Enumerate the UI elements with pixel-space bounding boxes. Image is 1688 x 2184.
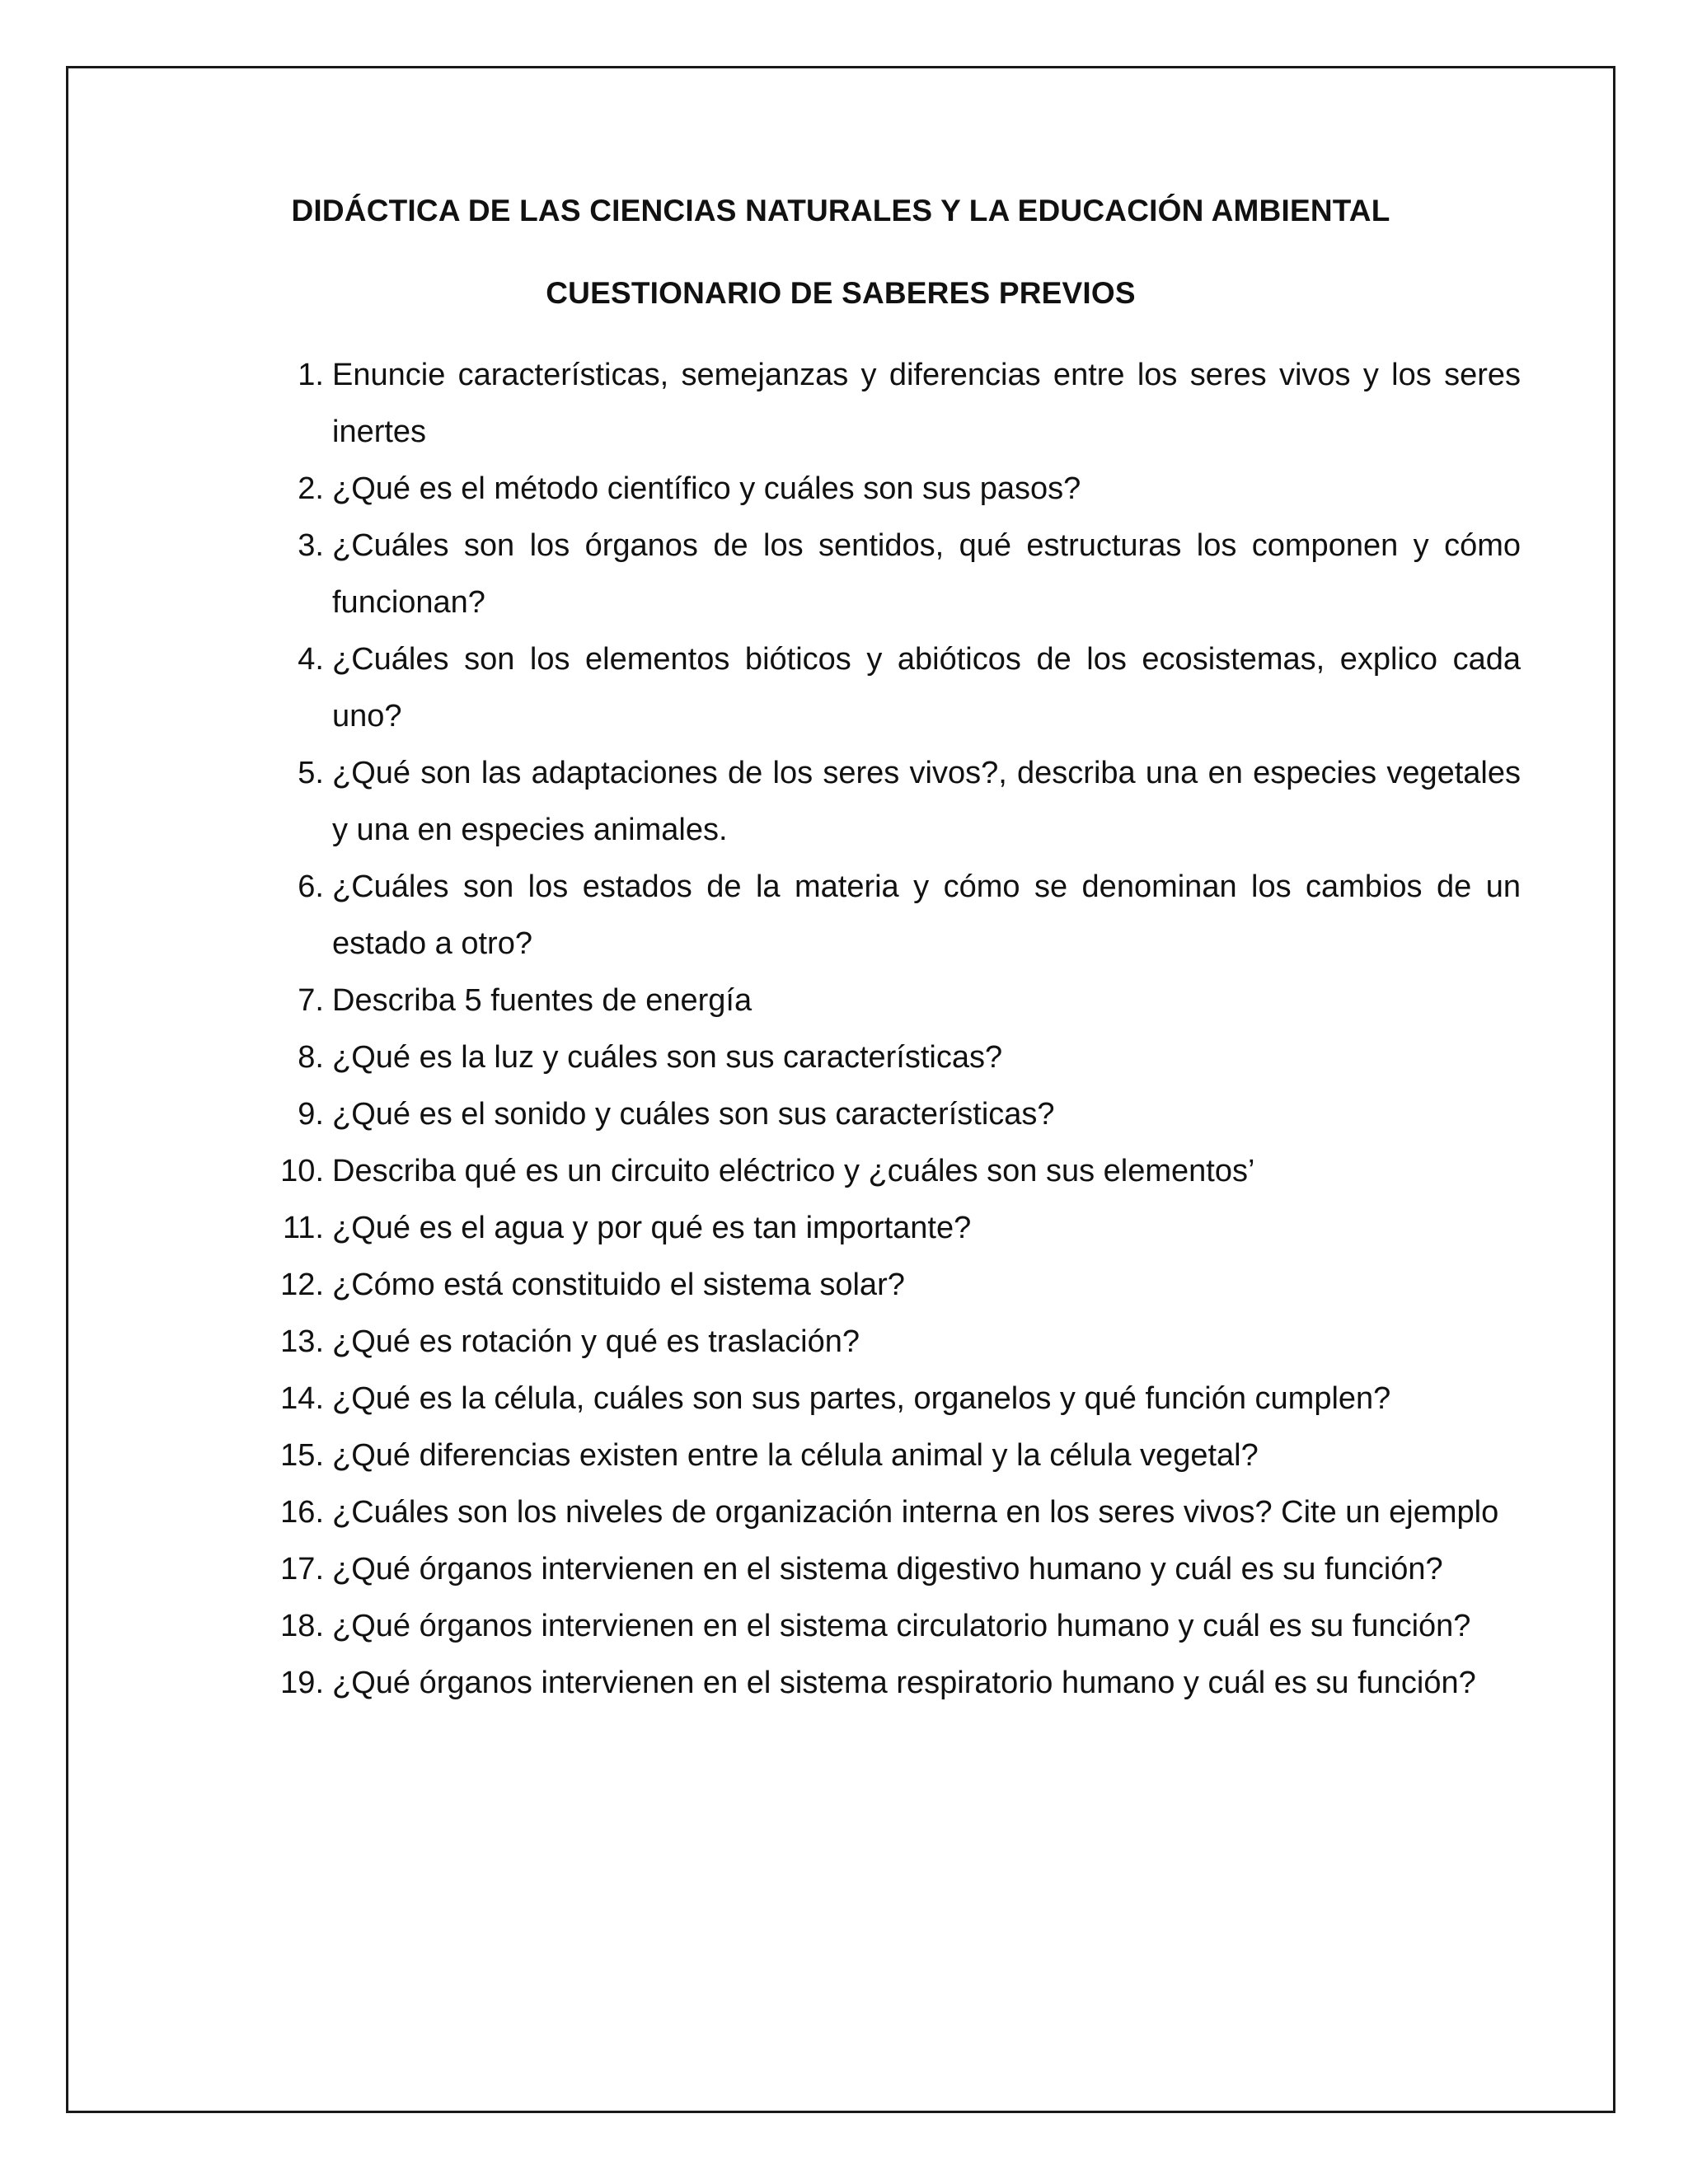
question-text: ¿Qué órganos intervienen en el sistema digestivo humano y cuál es su función? xyxy=(332,1552,1443,1586)
question-text: ¿Cuáles son los estados de la materia y cómo se denominan los cambios de un estado a otro? xyxy=(332,869,1521,961)
question-text: ¿Qué es rotación y qué es traslación? xyxy=(332,1324,860,1359)
question-text: ¿Qué órganos intervienen en el sistema respiratorio humano y cuál es su función? xyxy=(332,1666,1476,1700)
question-text: ¿Cuáles son los órganos de los sentidos, qué estructuras los componen y cómo funcionan? xyxy=(332,528,1521,620)
question-text: Describa 5 fuentes de energía xyxy=(332,983,753,1018)
question-item xyxy=(298,461,1521,518)
question-number: 5. xyxy=(298,756,324,790)
question-item xyxy=(280,1655,1521,1712)
question-number: 4. xyxy=(298,642,324,677)
question-number: 16. xyxy=(280,1495,324,1530)
question-text: ¿Qué diferencias existen entre la célula animal y la célula vegetal? xyxy=(332,1438,1259,1473)
question-text: ¿Cuáles son los elementos bióticos y abióticos de los ecosistemas, explico cada uno? xyxy=(332,642,1521,733)
question-text: ¿Qué órganos intervienen en el sistema circulatorio humano y cuál es su función? xyxy=(332,1609,1471,1643)
question-number: 9. xyxy=(298,1097,324,1132)
question-text: ¿Cuáles son los niveles de organización interna en los seres vivos? Cite un ejemplo xyxy=(332,1495,1499,1530)
question-number: 7. xyxy=(298,983,324,1018)
question-number: 17. xyxy=(280,1552,324,1586)
question-number: 13. xyxy=(280,1324,324,1359)
question-item xyxy=(298,518,1521,631)
question-text: ¿Qué es la célula, cuáles son sus partes, organelos y qué función cumplen? xyxy=(332,1381,1391,1416)
question-text: Describa qué es un circuito eléctrico y ¿cuáles son sus elementos’ xyxy=(332,1154,1255,1188)
question-list xyxy=(280,347,1521,1712)
question-item xyxy=(298,347,1521,461)
question-number: 15. xyxy=(280,1438,324,1473)
question-item xyxy=(298,745,1521,859)
question-number: 18. xyxy=(280,1609,324,1643)
document-title: DIDÁCTICA DE LAS CIENCIAS NATURALES Y LA EDUCACIÓN AMBIENTAL xyxy=(291,194,1390,227)
question-text: ¿Qué son las adaptaciones de los seres vivos?, describa una en especies vegetales y una en especies animales. xyxy=(332,756,1521,847)
question-number: 12. xyxy=(280,1268,324,1302)
question-item xyxy=(298,1086,1521,1143)
question-number: 19. xyxy=(280,1666,324,1700)
question-item xyxy=(280,1314,1521,1371)
question-text: ¿Qué es la luz y cuáles son sus características? xyxy=(332,1040,1003,1075)
question-item xyxy=(280,1143,1521,1200)
question-number: 6. xyxy=(298,869,324,904)
question-item xyxy=(298,1029,1521,1086)
question-item xyxy=(298,972,1521,1029)
question-text: ¿Cómo está constituido el sistema solar? xyxy=(332,1268,905,1302)
question-number: 1. xyxy=(298,358,324,392)
question-item xyxy=(298,859,1521,972)
page-border xyxy=(66,66,1615,2113)
question-item xyxy=(298,631,1521,745)
question-number: 2. xyxy=(298,471,324,506)
question-number: 10. xyxy=(280,1154,324,1188)
question-number: 3. xyxy=(298,528,324,563)
question-number: 14. xyxy=(280,1381,324,1416)
question-text: ¿Qué es el agua y por qué es tan importante? xyxy=(332,1211,972,1245)
question-item xyxy=(280,1541,1521,1598)
question-item xyxy=(280,1371,1521,1427)
question-item xyxy=(280,1257,1521,1314)
question-number: 8. xyxy=(298,1040,324,1075)
question-text: ¿Qué es el método científico y cuáles son sus pasos? xyxy=(332,471,1081,506)
question-text: Enuncie características, semejanzas y diferencias entre los seres vivos y los seres inertes xyxy=(332,358,1521,449)
question-item xyxy=(280,1598,1521,1655)
question-text: ¿Qué es el sonido y cuáles son sus características? xyxy=(332,1097,1055,1132)
question-item xyxy=(280,1484,1521,1541)
document-subtitle: CUESTIONARIO DE SABERES PREVIOS xyxy=(546,276,1136,310)
document-content xyxy=(68,68,1613,2111)
question-item xyxy=(282,1200,1521,1257)
question-number: 11. xyxy=(282,1211,324,1245)
question-item xyxy=(280,1427,1521,1484)
